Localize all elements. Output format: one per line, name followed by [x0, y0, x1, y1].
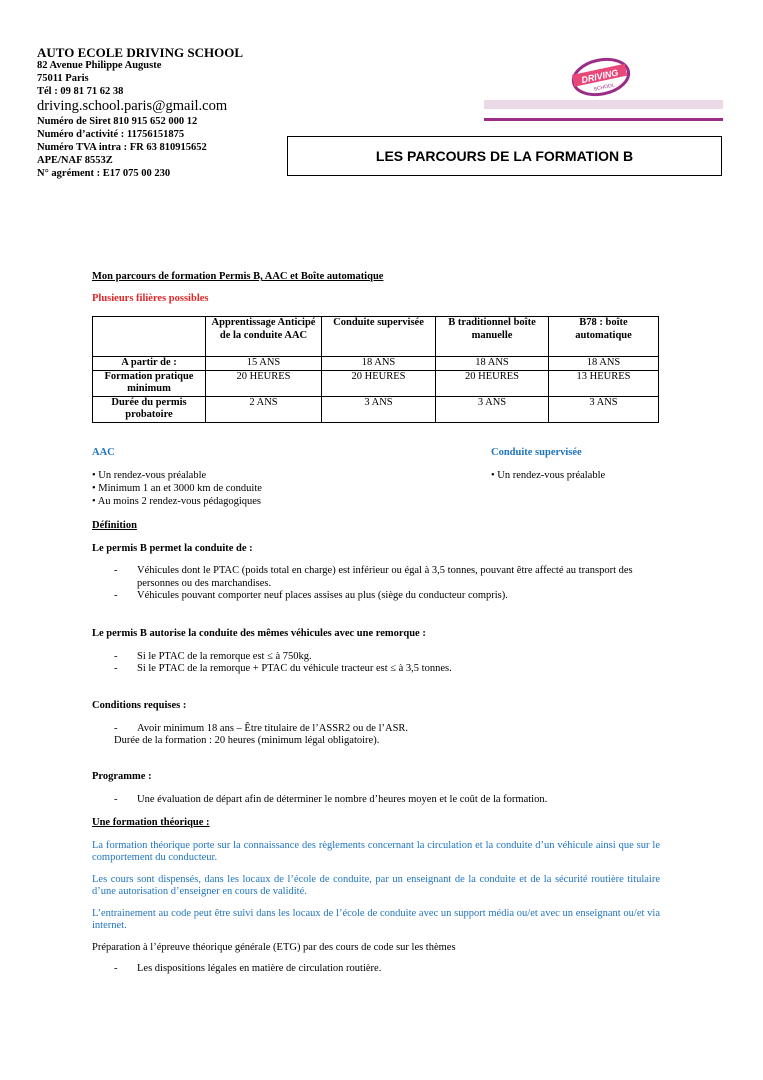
logo-text-top: DRIVING — [580, 67, 620, 86]
theorique-paragraph: L’entrainement au code peut être suivi dans les locaux de l’école de conduite avec un support média ou/et avec un enseignant ou/et via internet. — [92, 907, 660, 931]
conditions-duration: Durée de la formation : 20 heures (minimum légal obligatoire). — [114, 735, 380, 746]
page-title: LES PARCOURS DE LA FORMATION B — [375, 148, 634, 164]
driving-school-logo — [482, 52, 723, 122]
list-item: - Si le PTAC de la remorque + PTAC du véhicule tracteur est ≤ à 3,5 tonnes. — [92, 663, 660, 676]
table-cell: 2 ANS — [206, 396, 322, 422]
company-agrement: N° agrément : E17 075 00 230 — [37, 168, 171, 179]
conditions-block — [92, 700, 660, 748]
supervisee-title: Conduite supervisée — [491, 447, 582, 458]
list-item: - Avoir minimum 18 ans – Être titulaire de l’ASSR2 ou de l’ASR. — [92, 723, 660, 736]
company-name: AUTO ECOLE DRIVING SCHOOL — [37, 45, 243, 60]
table-cell: 3 ANS — [322, 396, 436, 422]
table-cell: 13 HEURES — [549, 370, 659, 396]
aac-block — [92, 446, 352, 508]
table-cell: 3 ANS — [549, 396, 659, 422]
table-cell: 18 ANS — [436, 357, 549, 371]
list-item: - Si le PTAC de la remorque est ≤ à 750kg. — [92, 651, 660, 664]
conditions-heading: Conditions requises : — [92, 700, 187, 711]
row-label: Durée du permis probatoire — [93, 396, 206, 422]
table-row — [93, 357, 659, 371]
table-corner — [93, 317, 206, 357]
table-cell: 20 HEURES — [206, 370, 322, 396]
company-header — [37, 46, 243, 180]
table-cell: 18 ANS — [549, 357, 659, 371]
table-cell: 15 ANS — [206, 357, 322, 371]
company-activity: Numéro d’activité : 11756151875 — [37, 129, 185, 140]
list-item: - Véhicules pouvant comporter neuf places assises au plus (siège du conducteur compris). — [92, 590, 660, 603]
subheading-wrap — [92, 293, 660, 306]
list-item: • Un rendez-vous préalable — [92, 470, 207, 481]
company-email[interactable]: driving.school.paris@gmail.com — [37, 98, 228, 114]
page-title-box — [287, 136, 722, 176]
table-cell: 20 HEURES — [436, 370, 549, 396]
theorique-block — [92, 817, 660, 976]
list-item: - Les dispositions légales en matière de circulation routière. — [92, 963, 660, 976]
company-tva: Numéro TVA intra : FR 63 810915652 — [37, 142, 207, 153]
theorique-prep: Préparation à l’épreuve théorique générale (ETG) par des cours de code sur les thèmes — [92, 941, 456, 953]
definition-block — [92, 520, 660, 603]
remorque-heading: Le permis B autorise la conduite des mêmes véhicules avec une remorque : — [92, 628, 426, 639]
row-label: A partir de : — [93, 357, 206, 371]
list-item: - Une évaluation de départ afin de déterminer le nombre d’heures moyen et le coût de la formation. — [92, 794, 660, 807]
theorique-paragraph: La formation théorique porte sur la connaissance des règlements concernant la circulation et la conduite d’un véhicule ainsi que sur le comportement du conducteur. — [92, 839, 660, 863]
company-ape: APE/NAF 8553Z — [37, 155, 113, 166]
section-heading: Mon parcours de formation Permis B, AAC et Boîte automatique — [92, 271, 384, 282]
logo-text-bottom: SCHOOL — [593, 82, 616, 93]
table-cell: 3 ANS — [436, 396, 549, 422]
table-row — [93, 370, 659, 396]
table-header: B traditionnel boîte manuelle — [436, 317, 549, 357]
programme-heading: Programme : — [92, 771, 152, 782]
list-item: • Un rendez-vous préalable — [491, 470, 606, 481]
list-item: • Au moins 2 rendez-vous pédagogiques — [92, 496, 262, 507]
row-label: Formation pratique minimum — [93, 370, 206, 396]
formation-table — [92, 316, 659, 423]
table-cell: 20 HEURES — [322, 370, 436, 396]
company-city: 75011 Paris — [37, 73, 89, 84]
table-cell: 18 ANS — [322, 357, 436, 371]
company-siret: Numéro de Siret 810 915 652 000 12 — [37, 116, 198, 127]
table-header: Conduite supervisée — [322, 317, 436, 357]
section-parcours — [92, 271, 660, 284]
list-item: - Véhicules dont le PTAC (poids total en charge) est inférieur ou égal à 3,5 tonnes, pouvant être affecté au transport des personnes ou des marchandises. — [92, 565, 660, 590]
aac-title: AAC — [92, 447, 115, 458]
table-header: Apprentissage Anticipé de la conduite AAC — [206, 317, 322, 357]
remorque-block — [92, 628, 660, 676]
formation-table-wrap — [92, 316, 659, 423]
theorique-heading: Une formation théorique : — [92, 817, 210, 828]
list-item: • Minimum 1 an et 3000 km de conduite — [92, 483, 262, 494]
company-address: 82 Avenue Philippe Auguste — [37, 60, 162, 71]
programme-block — [92, 771, 660, 806]
theorique-paragraph: Les cours sont dispensés, dans les locaux de l’école de conduite, par un enseignant de la conduite et de la sécurité routière titulaire d’une autorisation d’enseigner en cours de validité. — [92, 873, 660, 897]
company-phone: Tél : 09 81 71 62 38 — [37, 86, 124, 97]
section-subheading: Plusieurs filières possibles — [92, 293, 209, 304]
definition-intro: Le permis B permet la conduite de : — [92, 542, 253, 554]
definition-heading: Définition — [92, 520, 137, 531]
table-header: B78 : boîte automatique — [549, 317, 659, 357]
supervisee-block — [491, 446, 691, 482]
table-row — [93, 396, 659, 422]
